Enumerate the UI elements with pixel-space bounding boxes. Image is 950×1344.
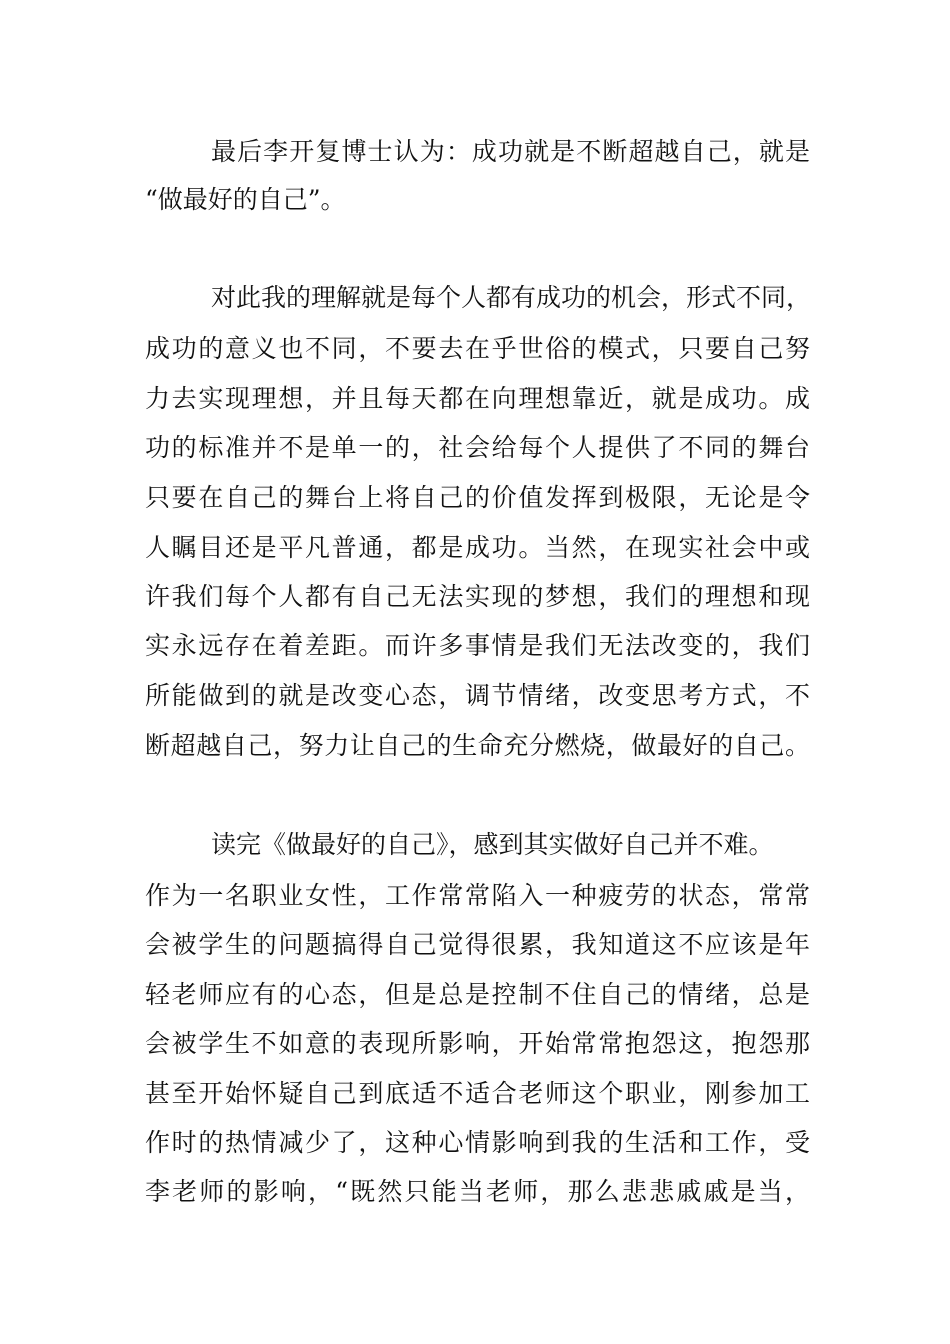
paragraph-3-line-2: 作为一名职业女性，工作常常陷入一种疲劳的状态，常常: [145, 881, 810, 910]
paragraph-3-line-6: 甚至开始怀疑自己到底适不适合老师这个职业，刚参加工: [145, 1079, 810, 1108]
paragraph-2-line-7: 许我们每个人都有自己无法实现的梦想，我们的理想和现: [145, 582, 810, 611]
paragraph-2-line-2: 成功的意义也不同，不要去在乎世俗的模式，只要自己努: [145, 334, 810, 363]
paragraph-2-line-6: 人瞩目还是平凡普通，都是成功。当然，在现实社会中或: [145, 533, 810, 562]
paragraph-2-line-3: 力去实现理想，并且每天都在向理想靠近，就是成功。成: [145, 384, 810, 413]
paragraph-1-line-1: 最后李开复博士认为：成功就是不断超越自己，就是: [211, 137, 810, 166]
paragraph-1-line-2: “做最好的自己”。: [145, 185, 346, 214]
paragraph-3-line-4: 轻老师应有的心态，但是总是控制不住自己的情绪，总是: [145, 980, 810, 1009]
paragraph-3-line-1: 读完《做最好的自己》，感到其实做好自己并不难。: [211, 830, 774, 859]
paragraph-3-line-7: 作时的热情减少了，这种心情影响到我的生活和工作，受: [145, 1128, 810, 1157]
paragraph-2-line-8: 实永远存在着差距。而许多事情是我们无法改变的，我们: [145, 631, 810, 660]
paragraph-2-line-9: 所能做到的就是改变心态，调节情绪，改变思考方式，不: [145, 681, 810, 710]
paragraph-2-line-4: 功的标准并不是单一的，社会给每个人提供了不同的舞台: [145, 433, 810, 462]
paragraph-3-line-3: 会被学生的问题搞得自己觉得很累，我知道这不应该是年: [145, 930, 810, 959]
paragraph-3-line-5: 会被学生不如意的表现所影响，开始常常抱怨这，抱怨那: [145, 1029, 810, 1058]
paragraph-2-line-5: 只要在自己的舞台上将自己的价值发挥到极限，无论是令: [145, 483, 810, 512]
paragraph-2-line-1: 对此我的理解就是每个人都有成功的机会，形式不同，: [211, 283, 812, 312]
paragraph-2-line-10: 断超越自己，努力让自己的生命充分燃烧，做最好的自己。: [145, 731, 810, 760]
paragraph-3-line-8: 李老师的影响，“既然只能当老师，那么悲悲戚戚是当，: [145, 1177, 810, 1206]
